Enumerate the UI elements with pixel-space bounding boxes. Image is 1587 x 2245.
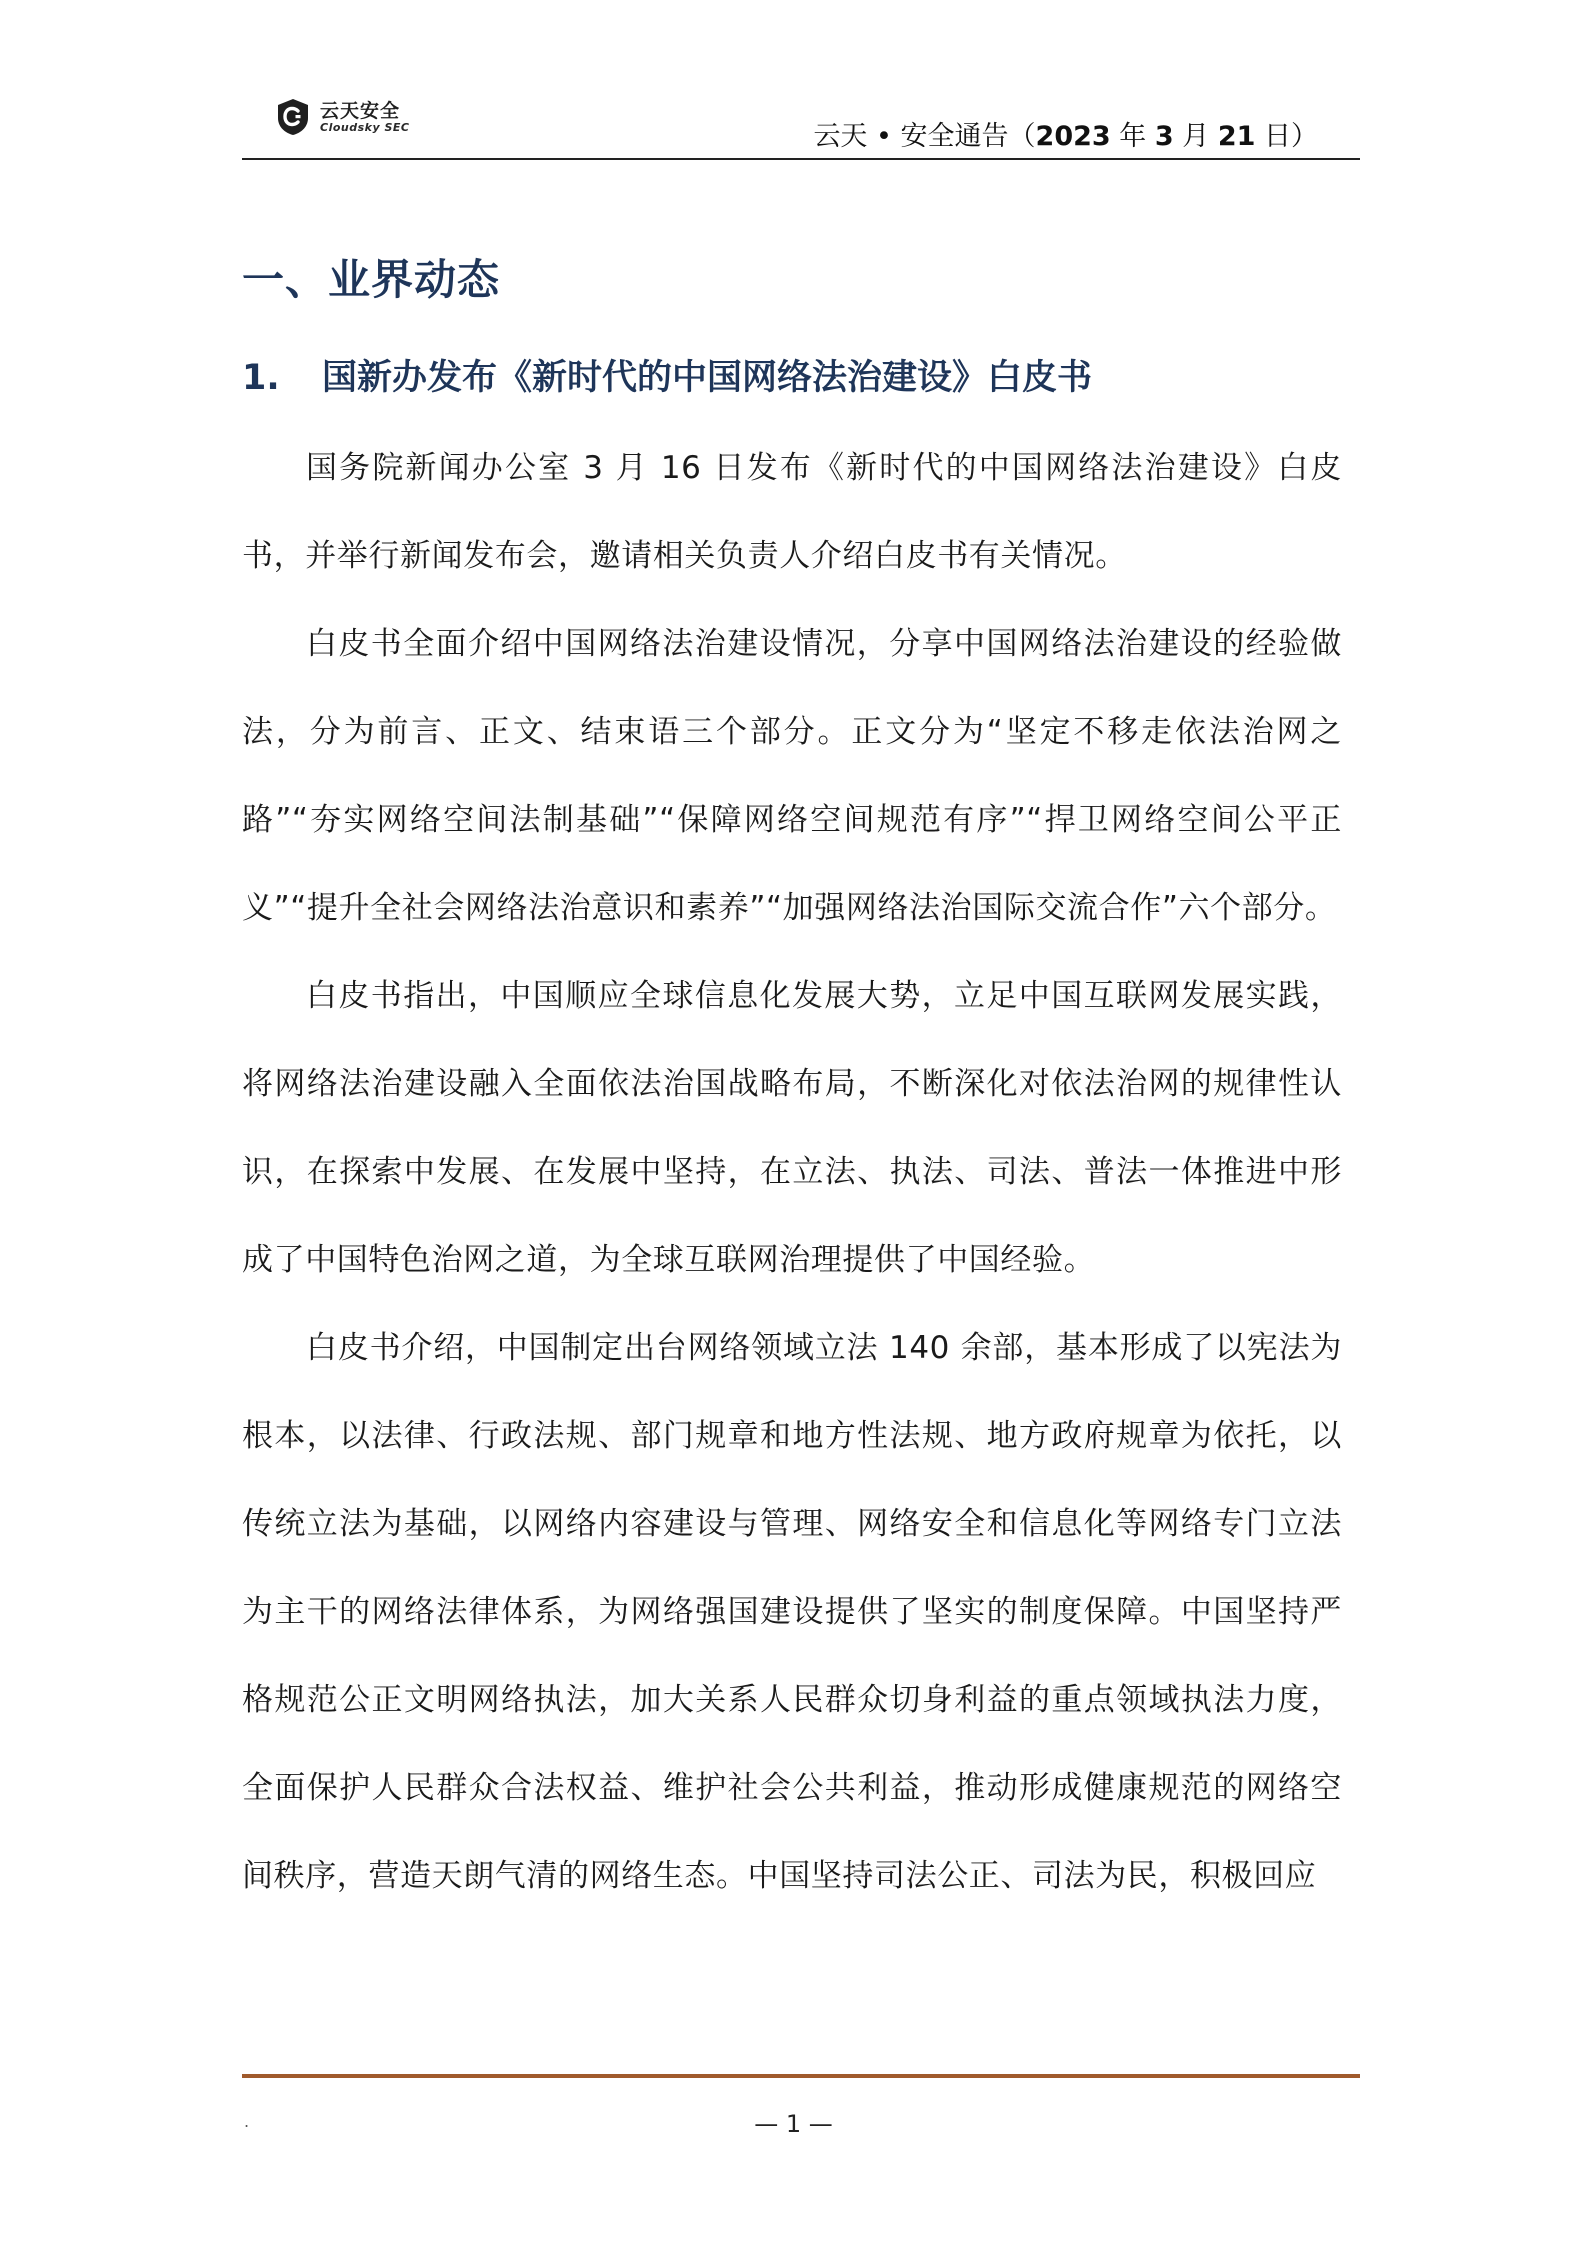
header-divider <box>242 158 1360 160</box>
bulletin-title-suffix: 日） <box>1255 121 1318 152</box>
footer-dot: . <box>244 2112 250 2131</box>
section-title: 一、业界动态 <box>242 255 501 304</box>
page-number: — 1 — <box>754 2110 833 2138</box>
subsection-heading <box>242 348 1342 408</box>
bulletin-day: 21 <box>1217 121 1256 152</box>
logo-text-en: Cloudsky SEC <box>320 121 410 134</box>
bulletin-title-prefix: 云天 • 安全通告（ <box>813 121 1036 152</box>
paragraph: 白皮书指出，中国顺应全球信息化发展大势，立足中国互联网发展实践，将网络法治建设融入全面依法治国战略布局，不断深化对依法治网的规律性认识，在探索中发展、在发展中坚持，在立法、执法、司法、普法一体推进中形成了中国特色治网之道，为全球互联网治理提供了中国经验。 <box>242 978 1342 1278</box>
page-header <box>242 94 1360 160</box>
bulletin-month: 3 <box>1154 121 1174 152</box>
subsection-title: 国新办发布《新时代的中国网络法治建设》白皮书 <box>322 358 1093 398</box>
footer-divider <box>242 2074 1360 2078</box>
cloudsky-shield-logo-icon <box>276 98 310 136</box>
paragraph: 白皮书全面介绍中国网络法治建设情况，分享中国网络法治建设的经验做法，分为前言、正文、结束语三个部分。正文分为“坚定不移走依法治网之路”“夯实网络空间法制基础”“保障网络空间规范有序”“捍卫网络空间公平正义”“提升全社会网络法治意识和素养”“加强网络法治国际交流合作”六个部分。 <box>242 626 1342 926</box>
paragraph: 白皮书介绍，中国制定出台网络领域立法 140 余部，基本形成了以宪法为根本，以法律、行政法规、部门规章和地方性法规、地方政府规章为依托，以传统立法为基础，以网络内容建设与管理、网络安全和信息化等网络专门立法为主干的网络法律体系，为网络强国建设提供了坚实的制度保障。中国坚持严格规范公正文明网络执法，加大关系人民群众切身利益的重点领域执法力度，全面保护人民群众合法权益、维护社会公共利益，推动形成健康规范的网络空间秩序，营造天朗气清的网络生态。中国坚持司法公正、司法为民，积极回应 <box>242 1330 1342 1894</box>
bulletin-year-unit: 年 <box>1110 121 1155 152</box>
cloudsky-logo <box>276 94 516 146</box>
subsection-number: 1. <box>242 358 280 398</box>
bulletin-title <box>813 114 1318 153</box>
document-body <box>242 250 1342 1920</box>
bulletin-month-unit: 月 <box>1173 121 1218 152</box>
bulletin-year: 2023 <box>1035 121 1111 152</box>
logo-text-cn: 云天安全 <box>320 100 401 122</box>
paragraph: 国务院新闻办公室 3 月 16 日发布《新时代的中国网络法治建设》白皮书，并举行新闻发布会，邀请相关负责人介绍白皮书有关情况。 <box>242 450 1342 574</box>
